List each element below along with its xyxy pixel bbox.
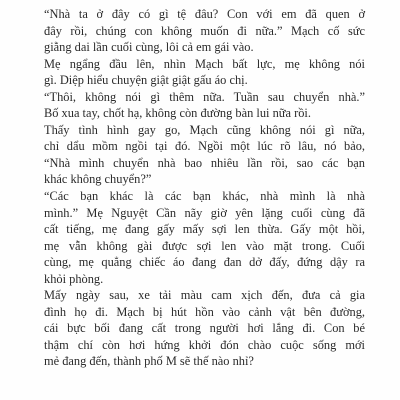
paragraph-2 <box>34 56 365 89</box>
paragraph-5 <box>34 188 365 287</box>
paragraph-1 <box>34 6 365 56</box>
text-line: đây rồi, chúng con không muốn đi nữa.” Mạch cố sức <box>44 23 365 38</box>
text-line: cất tiếng, mẹ đang gấy mấy sợi len thừa. Gấy một hồi, <box>44 222 365 237</box>
text-line: khỏi phòng. <box>44 271 104 286</box>
text-line: “Các bạn khác là các bạn khác, nhà mình là nhà <box>44 189 365 204</box>
paragraph-3 <box>34 89 365 122</box>
text-line: gì. Diệp hiểu chuyện giật giật gấu áo chị. <box>44 73 248 88</box>
text-line: Mấy ngày sau, xe tải màu cam xịch đến, đưa cả gia <box>44 288 365 303</box>
text-line: cùng, mẹ quẳng chiếc áo đang đan dở đấy, đứng dậy ra <box>44 255 365 270</box>
body-text <box>34 6 365 370</box>
text-line: “Nhà mình chuyển nhà bao nhiêu lần rồi, sao các bạn <box>44 155 365 170</box>
text-line: mẻ đang đến, thành phố M sẽ thế nào nhỉ? <box>44 354 254 369</box>
text-line: mình.” Mẹ Nguyệt Cần nãy giờ yên lặng cuối cùng đã <box>44 205 365 220</box>
text-line: mẹ vẫn không gài được sợi len vào mặt trong. Cuối <box>44 238 365 253</box>
text-line: Bố xua tay, chốt hạ, không còn đường bàn lui nữa rồi. <box>44 106 311 121</box>
paragraph-4 <box>34 122 365 188</box>
text-line: Mẹ ngẩng đầu lên, nhìn Mạch bất lực, mẹ không nói <box>44 56 365 71</box>
text-line: khác không chuyển?” <box>44 172 152 187</box>
text-line: thậm chí còn hơi hứng khởi đón chào cuộc sống mới <box>44 337 365 352</box>
text-line: cái bực bối đang cất trong người hơi lắng đi. Con bé <box>44 321 365 336</box>
text-line: “Nhà ta ở đây có gì tệ đâu? Con với em đã quen ở <box>44 7 365 21</box>
text-line: “Thôi, không nói gì thêm nữa. Tuần sau chuyển nhà.” <box>44 89 365 104</box>
text-line: Thấy tình hình gay go, Mạch cũng không nói gì nữa, <box>44 122 365 137</box>
paragraph-6 <box>34 287 365 370</box>
text-line: đình họ đi. Mạch bị hút hồn vào cảnh vật bên đường, <box>44 304 365 319</box>
text-line: giằng dai lần cuối cùng, lôi cả em gái vào. <box>44 40 254 55</box>
text-line: chỉ dẩu mồm ngồi tại đó. Ngồi một lúc rõ lâu, nó bảo, <box>44 139 365 154</box>
